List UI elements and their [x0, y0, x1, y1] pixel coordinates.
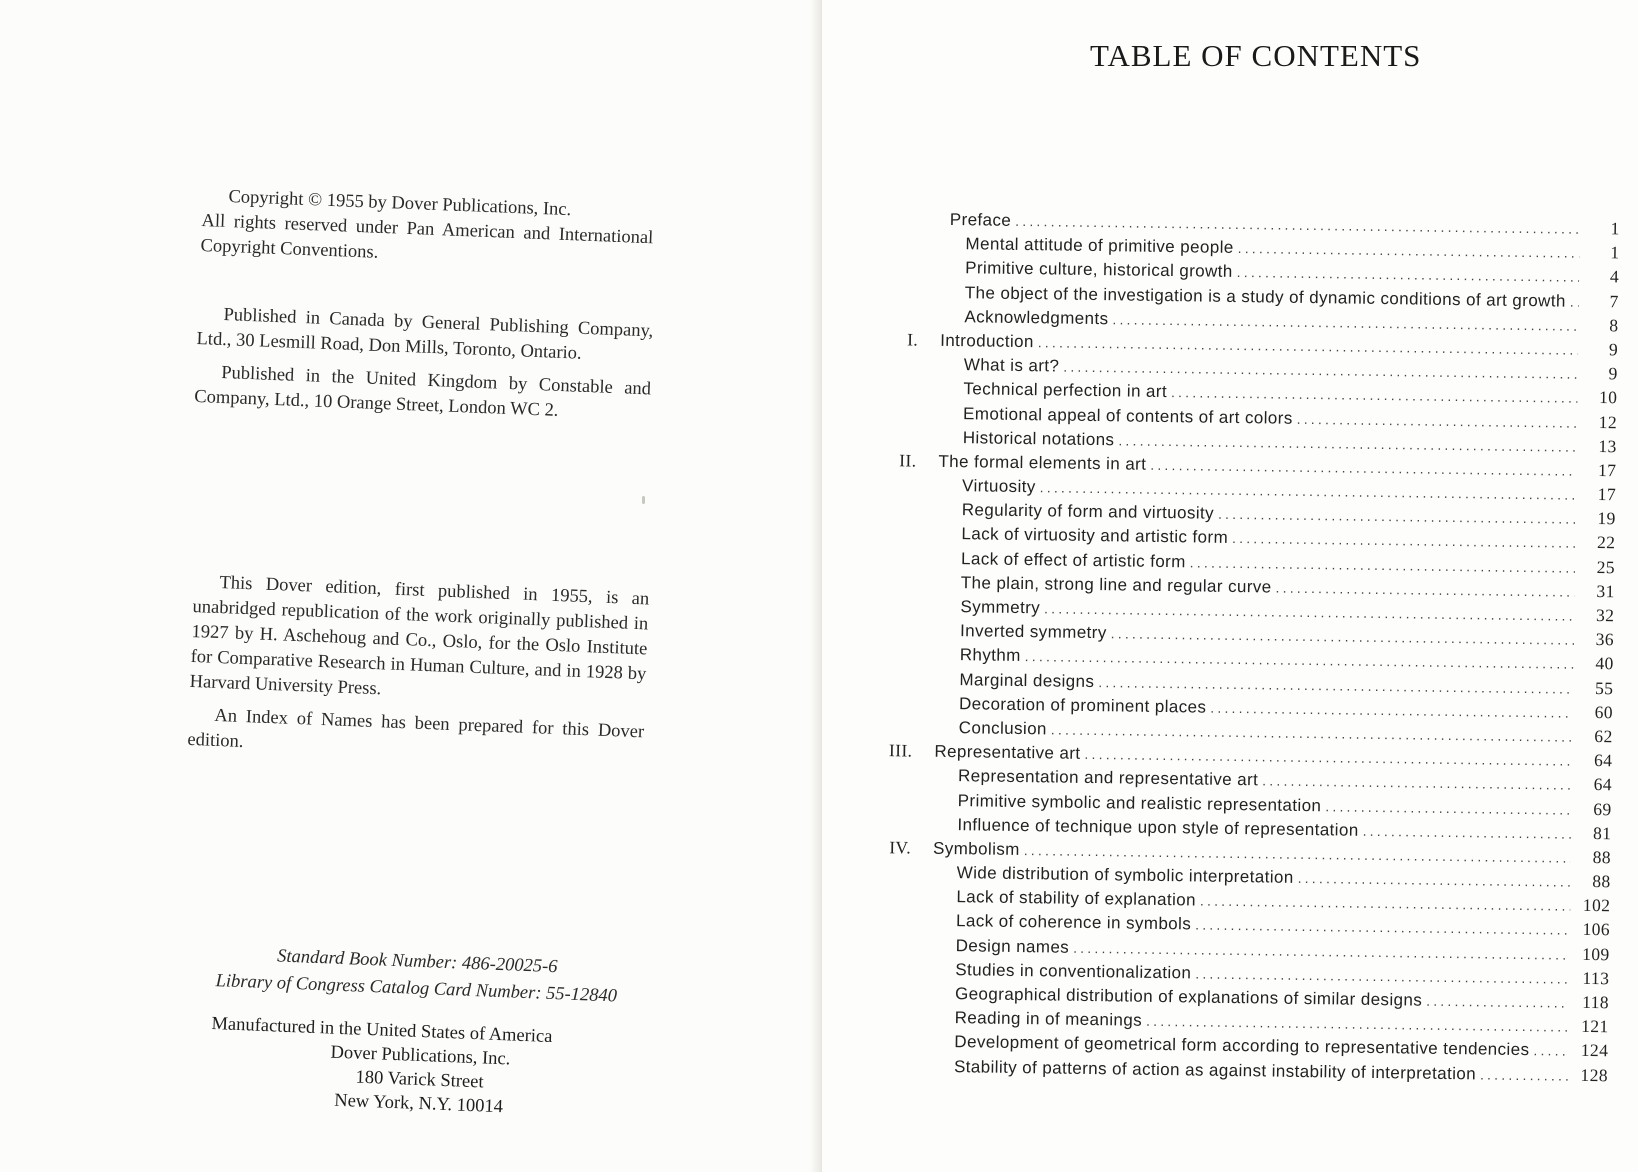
- toc-entry-title: Symmetry: [960, 597, 1041, 618]
- chapter-number: [870, 925, 920, 926]
- chapter-number: [872, 780, 922, 781]
- toc-page-number: 12: [1598, 411, 1618, 432]
- toc-page-number: 109: [1582, 943, 1610, 964]
- toc-page-number: 7: [1609, 290, 1619, 311]
- toc-page-number: 9: [1608, 363, 1618, 384]
- manufacturer-block: [208, 1012, 631, 1124]
- toc-entry-title: Preface: [949, 209, 1012, 230]
- dot-leader: [1025, 648, 1574, 672]
- toc-page-number: 124: [1580, 1040, 1609, 1061]
- toc-entry-title: Lack of stability of explanation: [956, 887, 1197, 910]
- toc-entry-title: The object of the investigation is a study of dynamic conditions of art growth: [964, 282, 1566, 311]
- toc-page-number: 17: [1597, 459, 1617, 481]
- dot-leader: [1063, 359, 1578, 382]
- toc-page-number: 19: [1597, 508, 1616, 529]
- dot-leader: [1325, 798, 1572, 817]
- toc-page-number: 69: [1593, 798, 1612, 819]
- chapter-number: [871, 877, 921, 878]
- toc-page-number: 88: [1592, 871, 1611, 892]
- copyright-line: Copyright © 1955 by Dover Publications, Inc.: [228, 186, 572, 221]
- dot-leader: [1118, 432, 1577, 454]
- toc-page-number: 32: [1595, 605, 1615, 626]
- chapter-number: [874, 611, 924, 612]
- chapter-number: [877, 442, 927, 443]
- chapter-number: [875, 587, 925, 588]
- chapter-number: [873, 708, 923, 709]
- dot-leader: [1038, 334, 1579, 358]
- toc-entry-title: Design names: [955, 935, 1070, 957]
- chapter-number: [873, 732, 923, 733]
- publisher-street: 180 Varick Street: [355, 1067, 484, 1093]
- dot-leader: [1044, 600, 1574, 623]
- dot-leader: [1195, 965, 1569, 986]
- chapter-number: II.: [899, 450, 917, 471]
- toc-page-number: 25: [1596, 556, 1616, 577]
- dot-leader: [1426, 993, 1569, 1011]
- toc-entry-title: Reading in of meanings: [954, 1008, 1143, 1030]
- dot-leader: [1111, 625, 1575, 647]
- chapter-number: [877, 393, 927, 394]
- toc-entry-title: Emotional appeal of contents of art colors: [963, 403, 1293, 428]
- toc-page-number: 118: [1582, 991, 1610, 1013]
- toc-page-number: 64: [1593, 774, 1613, 795]
- dot-leader: [1190, 554, 1576, 575]
- toc-page-number: 13: [1598, 435, 1617, 456]
- toc-page-number: 8: [1609, 314, 1619, 336]
- toc-entry-title: Acknowledgments: [964, 306, 1109, 328]
- toc-page-number: 64: [1593, 750, 1613, 771]
- chapter-number: [876, 490, 926, 491]
- toc-entry-title: Inverted symmetry: [959, 621, 1107, 643]
- dot-leader: [1015, 213, 1580, 237]
- toc-entry-title: Virtuosity: [961, 476, 1036, 497]
- dot-leader: [1480, 1066, 1568, 1083]
- chapter-number: [878, 369, 928, 370]
- toc-entry-title: Historical notations: [962, 427, 1115, 449]
- toc-page-number: 128: [1580, 1064, 1609, 1085]
- rights-reserved: All rights reserved under Pan American and International Copyright Conventions.: [200, 210, 654, 263]
- toc-page-number: 1: [1610, 242, 1620, 263]
- dot-leader: [1112, 311, 1578, 334]
- toc-page-number: 55: [1594, 677, 1614, 698]
- toc-entry-title: Geographical distribution of explanations of similar designs: [954, 984, 1423, 1010]
- toc-entry-title: Representative art: [934, 741, 1081, 763]
- dot-leader: [1073, 939, 1570, 962]
- chapter-number: [876, 514, 926, 515]
- toc-page-number: 121: [1581, 1016, 1609, 1037]
- dot-leader: [1051, 721, 1573, 744]
- dot-leader: [1040, 479, 1577, 502]
- toc-entry-title: Mental attitude of primitive people: [965, 234, 1234, 258]
- dot-leader: [1171, 384, 1578, 406]
- publisher-name: Dover Publications, Inc.: [330, 1042, 511, 1070]
- chapter-number: [870, 950, 920, 951]
- dot-leader: [1238, 240, 1580, 261]
- chapter-number: [875, 563, 925, 564]
- toc-page-number: 102: [1582, 895, 1611, 916]
- chapter-number: [872, 804, 922, 805]
- chapter-number: [874, 659, 924, 660]
- toc-entry-title: Lack of virtuosity and artistic form: [961, 524, 1229, 548]
- edition-paragraph: This Dover edition, first published in 1955, is an unabridged republication of the work originally published in 1927 by H. Aschehoug and Co., Oslo, for the Oslo Institute for Comparative Research in Human Culture, and in 1928 by Harvard University Press.: [189, 572, 650, 700]
- toc-page-number: 22: [1596, 532, 1616, 553]
- dot-leader: [1298, 870, 1571, 890]
- chapter-number: I.: [907, 329, 919, 350]
- toc-entry-title: Development of geometrical form according to representative tendencies: [954, 1032, 1530, 1060]
- dot-leader: [1262, 773, 1572, 793]
- chapter-number: [868, 1046, 918, 1047]
- toc-entry-title: Conclusion: [958, 718, 1047, 739]
- toc-entry-title: Symbolism: [932, 838, 1020, 859]
- dot-leader: [1232, 530, 1576, 551]
- toc-entry-title: Lack of effect of artistic form: [960, 548, 1186, 571]
- chapter-number: [868, 1070, 918, 1071]
- toc-page-number: 60: [1594, 701, 1614, 723]
- edition-notice: [187, 570, 650, 770]
- publishing-notice: [194, 302, 654, 427]
- chapter-number: III.: [888, 740, 913, 761]
- toc-page-number: 10: [1598, 387, 1618, 408]
- chapter-number: [869, 998, 919, 999]
- toc-page-number: 9: [1608, 339, 1619, 360]
- toc-entry-title: Wide distribution of symbolic interpretation: [956, 863, 1294, 887]
- dot-leader: [1210, 699, 1573, 720]
- chapter-number: [870, 901, 920, 902]
- toc-page-number: 81: [1592, 822, 1612, 843]
- toc-page-number: 88: [1592, 846, 1612, 868]
- toc-page-number: 31: [1596, 580, 1615, 602]
- toc-entry-title: Decoration of prominent places: [958, 693, 1207, 717]
- dot-leader: [1218, 506, 1576, 527]
- toc-page-number: 36: [1595, 629, 1615, 650]
- toc-entry-title: Regularity of form and virtuosity: [961, 500, 1215, 523]
- chapter-number: [869, 974, 919, 975]
- toc-entry-title: Stability of patterns of action as against instability of interpretation: [953, 1056, 1477, 1083]
- toc-page-number: 106: [1582, 919, 1611, 940]
- toc-page-number: 40: [1595, 653, 1614, 674]
- chapter-number: [880, 224, 930, 225]
- copyright-notice: [200, 184, 655, 276]
- chapter-number: [878, 321, 928, 322]
- chapter-number: [877, 417, 927, 418]
- toc-entry-title: Technical perfection in art: [963, 379, 1168, 402]
- dot-leader: [1237, 264, 1580, 285]
- toc-entry-title: Rhythm: [959, 645, 1021, 666]
- published-canada: Published in Canada by General Publishing Company, Ltd., 30 Lesmill Road, Don Mills, Toronto, Ontario.: [196, 304, 654, 364]
- toc-entry-title: What is art?: [963, 355, 1060, 376]
- dot-leader: [1200, 893, 1571, 914]
- paper-speck: [642, 496, 645, 504]
- dot-leader: [1533, 1043, 1568, 1059]
- dot-leader: [1275, 579, 1574, 599]
- toc-entry-title: Primitive symbolic and realistic representation: [957, 790, 1322, 815]
- toc-entry-title: Primitive culture, historical growth: [965, 258, 1233, 282]
- toc-entry-title: Lack of coherence in symbols: [955, 911, 1192, 934]
- chapter-number: [871, 829, 921, 830]
- toc-entry-title: Introduction: [940, 330, 1034, 352]
- dot-leader: [1024, 842, 1571, 866]
- dot-leader: [1297, 410, 1578, 430]
- dot-leader: [1150, 457, 1576, 479]
- dot-leader: [1146, 1013, 1569, 1035]
- table-of-contents: [868, 208, 1620, 1089]
- toc-entry-title: Marginal designs: [959, 669, 1095, 691]
- chapter-number: [874, 635, 924, 636]
- toc-page-number: 1: [1610, 218, 1620, 239]
- chapter-number: [879, 248, 929, 249]
- toc-page-number: 113: [1582, 967, 1610, 989]
- chapter-number: [869, 1022, 919, 1023]
- manufactured-line: Manufactured in the United States of America: [211, 1013, 553, 1048]
- toc-entry-title: Studies in conventionalization: [955, 959, 1192, 983]
- publisher-city: New York, N.Y. 10014: [333, 1090, 504, 1118]
- page-title: TABLE OF CONTENTS: [1090, 38, 1422, 73]
- toc-page-number: 62: [1594, 725, 1613, 747]
- chapter-number: [879, 297, 929, 298]
- standard-book-number: Standard Book Number: 486-20025-6: [276, 946, 558, 978]
- dot-leader: [1570, 293, 1579, 309]
- toc-page-number: 4: [1609, 266, 1620, 287]
- chapter-number: IV.: [889, 837, 912, 858]
- catalog-numbers: [186, 940, 648, 1012]
- chapter-number: [879, 272, 929, 273]
- chapter-number: [873, 684, 923, 685]
- index-paragraph: An Index of Names has been prepared for this Dover edition.: [187, 705, 645, 753]
- library-of-congress-number: Library of Congress Catalog Card Number: 55-12840: [215, 971, 618, 1007]
- dot-leader: [1098, 674, 1573, 697]
- dot-leader: [1363, 822, 1572, 841]
- toc-page-number: 17: [1597, 484, 1617, 505]
- dot-leader: [1195, 917, 1570, 938]
- chapter-number: [875, 538, 925, 539]
- published-uk: Published in the United Kingdom by Constable and Company, Ltd., 10 Orange Street, London WC 2.: [193, 362, 652, 421]
- dot-leader: [1084, 746, 1572, 769]
- toc-entry-title: The formal elements in art: [938, 451, 1147, 474]
- toc-entry-title: Representation and representative art: [957, 766, 1259, 790]
- toc-entry-title: Influence of technique upon style of representation: [957, 814, 1359, 840]
- toc-entry-title: The plain, strong line and regular curve: [960, 572, 1272, 597]
